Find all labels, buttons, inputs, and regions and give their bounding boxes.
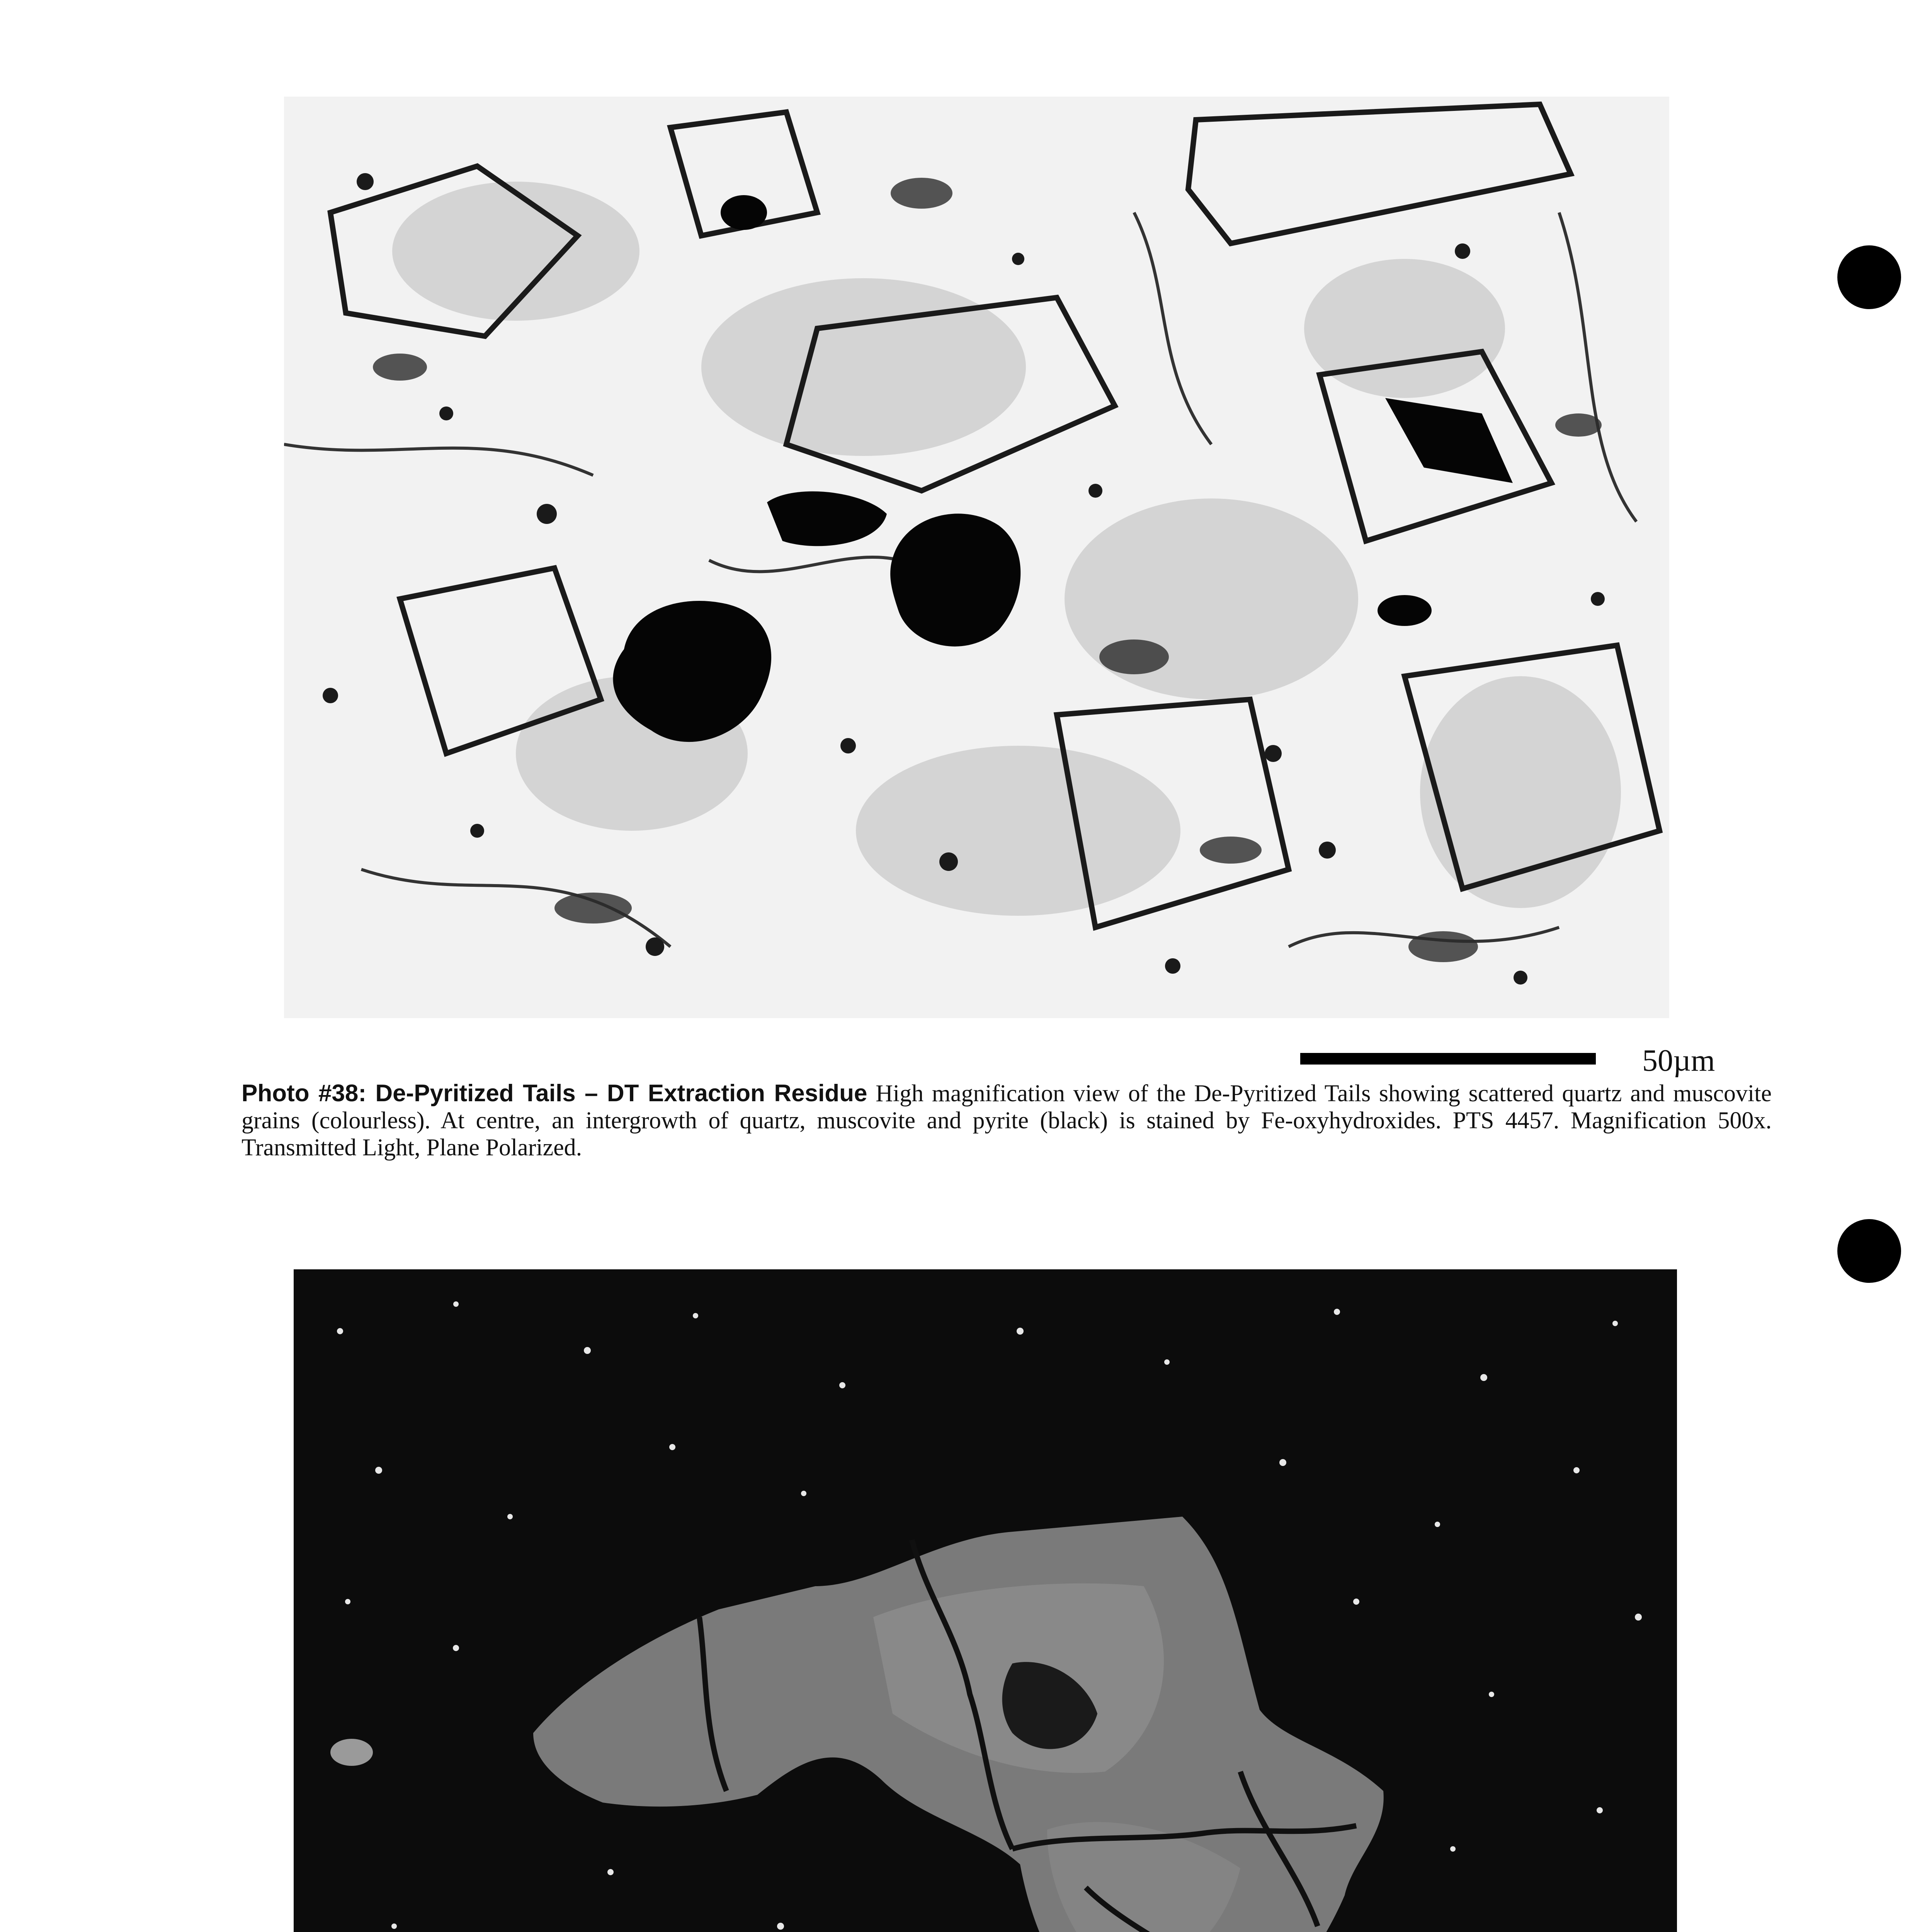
binder-hole-middle <box>1837 1219 1901 1283</box>
photo-38-caption <box>242 1080 1772 1161</box>
scale-label-38: 50µm <box>1642 1044 1715 1078</box>
scale-bar-38 <box>1300 1053 1596 1065</box>
photo-38-caption-title: Photo #38: De-Pyritized Tails – DT Extraction Residue <box>242 1080 867 1107</box>
binder-hole-top <box>1837 245 1901 309</box>
photo-38-caption-body: High magnification view of the De-Pyritized Tails showing scattered quartz and muscovite grains (colourless). At centre, an intergrowth of quartz, muscovite and pyrite (black) is stained by Fe-oxyhydroxides. PTS 4457. Magnification 500x. Transmitted Light, Plane Polarized. <box>242 1080 1772 1161</box>
micrograph-photo-38 <box>284 97 1669 1018</box>
micrograph-photo-39 <box>294 1269 1677 1932</box>
